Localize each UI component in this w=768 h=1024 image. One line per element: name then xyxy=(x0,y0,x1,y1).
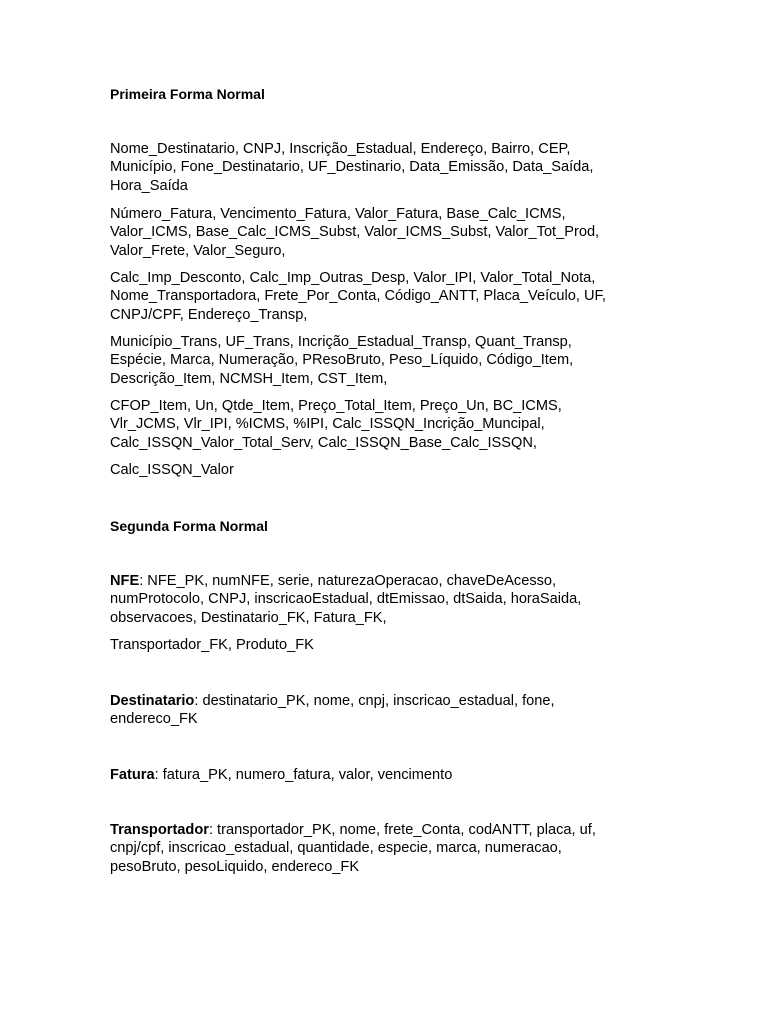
text-line: Calc_ISSQN_Valor_Total_Serv, Calc_ISSQN_Base_Calc_ISSQN, xyxy=(110,434,537,451)
text-line: Hora_Saída xyxy=(110,177,188,194)
first-form-paragraph-3 xyxy=(110,269,670,324)
text-line: Calc_ISSQN_Valor xyxy=(110,462,234,478)
text-line: Transportador_FK, Produto_FK xyxy=(110,637,314,653)
text-line: Espécie, Marca, Numeração, PResoBruto, Peso_Líquido, Código_Item, xyxy=(110,352,574,369)
text-line xyxy=(110,766,670,784)
text-line: pesoBruto, pesoLiquido, endereco_FK xyxy=(110,858,360,875)
entity-label: NFE xyxy=(110,573,140,589)
entity-label: Destinatario xyxy=(110,693,195,709)
text-line: Vlr_JCMS, Vlr_IPI, %ICMS, %IPI, Calc_ISSQN_Incrição_Muncipal, xyxy=(110,416,545,433)
text-line: Nome_Transportadora, Frete_Por_Conta, Código_ANTT, Placa_Veículo, UF, xyxy=(110,288,606,305)
first-form-paragraph-1 xyxy=(110,140,670,195)
text-line xyxy=(110,692,670,710)
text-line: Descrição_Item, NCMSH_Item, CST_Item, xyxy=(110,370,388,387)
text-line: numProtocolo, CNPJ, inscricaoEstadual, dtEmissao, dtSaida, horaSaida, xyxy=(110,591,582,608)
nfe-entity xyxy=(110,572,670,627)
text-line: observacoes, Destinatario_FK, Fatura_FK, xyxy=(110,609,387,626)
text-line: Nome_Destinatario, CNPJ, Inscrição_Estadual, Endereço, Bairro, CEP, xyxy=(110,141,571,157)
first-form-paragraph-4 xyxy=(110,333,670,388)
entity-label: Fatura xyxy=(110,767,155,783)
text-line xyxy=(110,821,670,839)
destinatario-entity xyxy=(110,692,670,729)
text-line: endereco_FK xyxy=(110,711,198,728)
text-line: Valor_ICMS, Base_Calc_ICMS_Subst, Valor_ICMS_Subst, Valor_Tot_Prod, xyxy=(110,224,600,241)
text-line: cnpj/cpf, inscricao_estadual, quantidade, especie, marca, numeracao, xyxy=(110,840,562,857)
first-form-heading: Primeira Forma Normal xyxy=(110,86,265,102)
first-form-paragraph-6 xyxy=(110,461,670,479)
text-line: CFOP_Item, Un, Qtde_Item, Preço_Total_Item, Preço_Un, BC_ICMS, xyxy=(110,398,562,414)
first-form-paragraph-2 xyxy=(110,205,670,260)
text-line: Número_Fatura, Vencimento_Fatura, Valor_Fatura, Base_Calc_ICMS, xyxy=(110,206,566,222)
entity-attributes: : NFE_PK, numNFE, serie, naturezaOperacao, chaveDeAcesso, xyxy=(139,573,557,589)
entity-attributes: : destinatario_PK, nome, cnpj, inscricao_estadual, fone, xyxy=(194,693,555,709)
text-line: Município, Fone_Destinatario, UF_Destinario, Data_Emissão, Data_Saída, xyxy=(110,159,594,176)
second-form-heading: Segunda Forma Normal xyxy=(110,518,268,534)
text-line: CNPJ/CPF, Endereço_Transp, xyxy=(110,306,308,323)
transportador-entity xyxy=(110,821,670,876)
nfe-entity-continued xyxy=(110,636,670,654)
entity-label: Transportador xyxy=(110,822,209,838)
entity-attributes: : transportador_PK, nome, frete_Conta, codANTT, placa, uf, xyxy=(208,822,596,838)
text-line xyxy=(110,572,670,590)
text-line: Calc_Imp_Desconto, Calc_Imp_Outras_Desp, Valor_IPI, Valor_Total_Nota, xyxy=(110,270,596,286)
text-line: Valor_Frete, Valor_Seguro, xyxy=(110,242,286,259)
entity-attributes: : fatura_PK, numero_fatura, valor, vencimento xyxy=(154,767,453,783)
text-line: Município_Trans, UF_Trans, Incrição_Estadual_Transp, Quant_Transp, xyxy=(110,334,572,350)
first-form-paragraph-5 xyxy=(110,397,670,452)
fatura-entity xyxy=(110,766,670,784)
